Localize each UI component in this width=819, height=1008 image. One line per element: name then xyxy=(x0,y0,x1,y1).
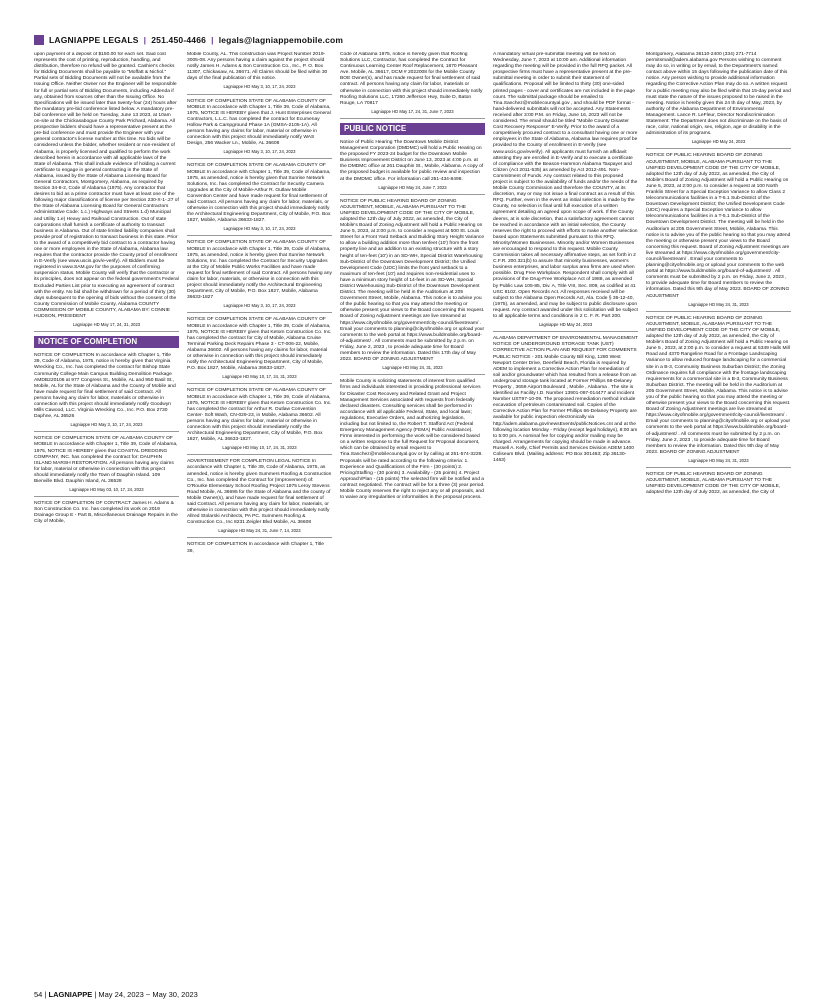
notice-byline: Lagniappe HD May 3, 10, 17, 24, 2023 xyxy=(187,149,332,159)
notice-byline: Lagniappe HD May 3, 10, 17, 24, 2023 xyxy=(187,226,332,236)
notice-byline: Lagniappe HD May 24, June 7, 2023 xyxy=(340,185,485,195)
column-1 xyxy=(34,52,179,982)
section-title: LAGNIAPPE LEGALS xyxy=(49,35,139,45)
section-banner: PUBLIC NOTICE xyxy=(340,123,485,135)
legal-notice xyxy=(34,353,179,432)
notice-byline: Lagniappe HD May 3, 10, 17, 24, 2023 xyxy=(187,303,332,313)
notice-body: NOTICE OF COMPLETION STATE OF ALABAMA COUNTY OF MOBILE In accordance with Chapter 1, Title 39, Code of Alabama, 1975, NOTICE IS HEREBY given that J. Hunt Enterprises General Contractors, L.L.C. has completed the contract for Ecumenay Hollow Park & Campground Phase 1A (GMSA-2105-1A). All persons having any claims for labor, material or otherwise in connection with this project should immediately notify WAS Design, 256 Wacker Ln., Mobile, AL 36608 xyxy=(187,98,331,147)
header-divider: | xyxy=(143,35,147,45)
notice-body: NOTICE OF COMPLETION STATE OF ALABAMA COUNTY OF MOBILE In accordance with Chapter 1, Title 39, Code of Alabama, 1975, as amended, notice is hereby given that Sunrise Network Solutions, Inc. has completed the Contract for Security Upgrades at the City of Mobile Public Works Facilities and have made request for final settlement of said Contract. All persons having any claim for labor, materials, or otherwise in connection with this project should immediately notify the Architectural Engineering Department, City of Mobile, P.O. Box 1827, Mobile, Alabama 36633-1827 xyxy=(187,240,332,301)
footer-dates: May 24, 2023 ~ May 30, 2023 xyxy=(98,990,198,999)
column-2 xyxy=(187,52,332,982)
notice-byline: Lagniappe HD May 24, 31, 2023 xyxy=(646,458,791,468)
legal-notice xyxy=(187,52,332,95)
notice-body: NOTICE OF COMPLETION STATE OF ALABAMA COUNTY OF MOBILE In accordance with Chapter 1, Title 39, Code of Alabama, 1975, NOTICE IS HEREBY given that Ketom Construction Co. Inc. has completed the contract for Arthur R. Outlaw Convention Center- Soft Wash, CN-029-23, in Mobile, Alabama 36602. All persons having any claims for labor, material or otherwise in connection with this project should immediately notify the Architectural Engineering Department, City of Mobile, P.O. Box 1827, Mobile, AL 36633-1827. xyxy=(187,388,332,443)
legal-notice xyxy=(340,379,485,501)
legal-notice xyxy=(187,240,332,313)
notice-body: NOTICE OF COMPLETION In accordance with Chapter 1, Title 39, xyxy=(187,542,324,554)
legal-notice xyxy=(646,153,791,311)
footer-brand: LAGNIAPPE xyxy=(48,990,93,999)
notice-body: Mobile County, AL. This construction was Project Number 2019-3005-08. Any persons having a claim against the project should notify James H. Adams & Son Construction Co., Inc., P. O. Box 11307, Chickasaw, AL 36671. All Claims should be filed within 30 days of the final publication of this notice. xyxy=(187,52,328,82)
legal-notice xyxy=(187,317,332,384)
legal-notice xyxy=(187,459,332,538)
legal-notice xyxy=(340,52,485,119)
notice-byline: Lagniappe HD May 24, 31, June 7, 14, 2023 xyxy=(187,528,332,538)
notice-byline: Lagniappe HD May 17, 24, 31, 2023 xyxy=(34,322,179,332)
column-3 xyxy=(340,52,485,982)
legal-notice xyxy=(646,472,791,496)
section-banner: NOTICE OF COMPLETION xyxy=(34,336,179,348)
legal-notice xyxy=(34,436,179,497)
column-5 xyxy=(646,52,791,982)
notice-byline: Lagniappe HD May 3, 10, 17, 24, 2023 xyxy=(187,84,332,94)
notice-body: NOTICE OF COMPLETION In accordance with Chapter 1, Title 39, Code of Alabama, 1975, notice is hereby given that Virginia Wrecking Co., Inc. has completed the contract for Bishop State Community College Main Campus Building Demolition Package AMDB220106 at 977 Congress St., Mobile, AL and 950 Basil St., Mobile, AL for the State of Alabama and the County of Mobile and have made request for final settlement of said Contract. All persons having any claim for labor, materials or otherwise in connection with this project should immediately notify Goodwyn Mills Cawood, LLC. Virginia Wrecking Co., Inc. P.O. Box 2730 Daphne, AL 36526 xyxy=(34,353,176,420)
legal-notice xyxy=(187,163,332,236)
notice-body: Code of Alabama 1975, notice is hereby given that Roofing Solutions LLC, Contractor, has completed the Contract for Continuous Learning Center Roof Replacement, 1870 Pleasant Ave. Mobile, AL 36617, DCM # 2022008 for the Mobile County BOE Owner(s), and has made request for final settlement of said contract. All persons having any claim for labor, materials or otherwise in connection with this project should immediately notify Roofing Solutions LLC, 17260 Jefferson Hwy, Suite D, Baton Rouge, LA 70817 xyxy=(340,52,483,106)
notice-body: NOTICE OF PUBLIC HEARING BOARD OF ZONING ADJUSTMENT, MOBILE, ALABAMA PURSUANT TO THE UNIFIED DEVELOPMENT CODE OF THE CITY OF MOBILE, adopted the 12th day of July 2022, as amended, the City of Mobile's Board of Zoning Adjustment will hold a Public Hearing on June 5, 2023, at 2:00 p.m. to consider a request at 100 North Franklin Street for a Special Exception Variance to allow Class 2 telecommunications facilities in a T-5.1 Sub-District of the Downtown Development District; the Unified Development Code (UDC) requires a Special Exception Variance to allow telecommunications facilities in a T-5.1 Sub-District of the Downtown Development District. The meeting will be held in the Auditorium at 205 Government Street, Mobile, Alabama. This notice is to advise you of the public hearing so that you may attend the meeting or otherwise present your views to the Board concerning this request. Board of Zoning Adjustment meetings are live streamed at https://www.cityofmobile.org/government/city-council/livestream/ . Email your comments to planning@cityofmobile.org or upload your comments to the web portal at https://www.buildmobile.org/board-of-adjustment/ . All comments must be submitted by 2 p.m. on Friday, June 2, 2023 , to provide adequate time for Board members to review the information. Dated this 9th day of May 2023. BOARD OF ZONING ADJUSTMENT xyxy=(646,153,791,299)
notice-byline: Lagniappe HD May 24, 31, 2023 xyxy=(646,302,791,312)
notice-body: Mobile County is soliciting statements of interest from qualified firms and individuals interested in providing professional services for Disaster Cost Recovery and Related Grant and Project Management Services associated with requests from federally declared disasters. Consulting services shall be performed in accordance with all applicable Federal, State, and local laws; regulations, Executive Orders, and authorizing legislation, including but not limited to, the Robert T. Stafford Act (Federal Emergency Management Agency (FEMA) Public Assistance). Firms interested in performing the work will be considered based on a written response to the full Request for Proposal document, which can be obtained by email request to Tina.Sanchez@mobilecountyal.gov or by calling at 251-574-3229. Proposals will be rated according to the following criteria: 1. Experience and Qualifications of the Firm - (30 points) 2. Pricing/Staffing - (30 points) 3. Availability - (25 points) 4. Project Approach/Plan - (15 points) The selected firm will be notified and a contract negotiated. The contract will be for a three (3) year period. Mobile County reserves the right to reject any or all proposals, and to waive any irregularities or informalities in the proposal process. xyxy=(340,379,485,501)
notice-body: ALABAMA DEPARTMENT OF ENVIRONMENTAL MANAGEMENT NOTICE OF UNDERGROUND STORAGE TANK (UST) CORRECTIVE ACTION PLAN AND REQUEST FOR COMMENTS PUBLIC NOTICE - 201 Mobile County Bill King, 1280 West Newport Center Drive, Deerfield Beach, Florida is required by ADEM to implement a Corrective Action Plan for remediation of soil and/or groundwater which has resulted from a release from an underground storage tank located at Former Phillips 66-Delaney Property , 3659 Airport Boulevard , Mobile , Alabama . The site is identified as Facility I.D. Number 13901-097-014477 and Incident Number UST97-10-09. The proposed remediation method include excavation of petroleum contaminated soil. Copies of the Corrective Action Plan for Former Phillips 66-Delaney Property are available for public inspection electronically via http://adem.alabama.gov/newsEvents/publicNotices.cnt and at the following location Monday - Friday (except legal holidays), 8:00 am to 5:00 pm. A nominal fee for copying and/or mailing may be charged. Arrangements for copying should be made in advance. Russell A. Kelly, Chief Permits and Services Division ADEM 1400 Coliseum Blvd. (Mailing address: PO Box 301463; Zip 36130-1463) xyxy=(493,336,638,464)
legal-notice xyxy=(187,99,332,160)
notice-byline: Lagniappe HD May 3, 10, 17, 24, 2023 xyxy=(34,422,179,432)
section-marker-icon xyxy=(34,35,44,45)
notice-body: ADVERTISEMENT FOR COMPLETION LEGAL NOTICE In accordance with Chapter 1, Title 39, Code of Alabama, 1975, as amended, notice is hereby given Summers Roofing & Construction Co., Inc. has completed the Contract for (Improvement) of: O'Rourke Elementary School Roofing Project 1975 Leroy Stevens Road Mobile, AL 36695 for the State of Alabama and the county of Mobile Owner(s), and have made request for final settlement of said Contract. All persons having any claim for labor, materials, or otherwise in connection with this project should immediately notify Allred Stolarski Architects, PA PC. Summers Roofing & Construction Co., Inc 8231 Zeigler Blvd Mobile, AL 36608 xyxy=(187,459,332,526)
legal-notice xyxy=(340,199,485,376)
notice-byline: Lagniappe HD May 17, 24, 31, June 7, 2023 xyxy=(340,109,485,119)
footer-divider: | xyxy=(94,990,99,999)
header-phone: 251.450-4466 xyxy=(151,35,207,45)
legal-columns xyxy=(34,52,794,982)
notice-byline: Lagniappe HD May 10, 17, 24, 31, 2023 xyxy=(187,374,332,384)
notice-body: NOTICE OF COMPLETION STATE OF ALABAMA COUNTY OF MOBILE In accordance with Chapter 1, Title 39, Code of Alabama, 1975, NOTICE IS HEREBY given that COASTAL DREDGING COMPANY, INC. has completed the contract for: DAUPHIN ISLAND MARSH RESTORATION. All persons having any claims for labor, material or otherwise in connection with this project should immediately notify the Town of Dauphin Island. 109 Bienville Blvd. Dauphin Island, AL 36528 xyxy=(34,436,178,484)
legal-notice xyxy=(187,388,332,455)
notice-body: NOTICE OF PUBLIC HEARING BOARD OF ZONING ADJUSTMENT, MOBILE, ALABAMA PURSUANT TO THE UNIFIED DEVELOPMENT CODE OF THE CITY OF MOBILE, adopted the 12th day of July 2022, as amended, the City of xyxy=(646,472,781,496)
notice-byline: Lagniappe HD May 03, 10, 17, 24, 2023 xyxy=(34,487,179,497)
legal-notice xyxy=(493,52,638,332)
notice-body: Montgomery, Alabama 36110-2400 (334) 271-7714 permitsmail@adem.alabama.gov Persons wishing to comment may do so, in writing or by email, to the Department's named contact above within 15 days following the publication date of this notice. Any person wishing to provide additional information regarding the Corrective Action Plan may do so. A written request for a public meeting may also be filed within that 15-day period and must state the nature of the issues proposed to be raised in the meeting. Notice is hereby given this 24 th day of May, 2023, by authority of the Alabama Department of Environmental Management. Lance R. LeFleur, Director Nondiscrimination Statement: The Department does not discriminate on the basis of race, color, national origin, sex, religion, age or disability in the administration of its programs. xyxy=(646,52,791,137)
header-email[interactable]: legals@lagniappemobile.com xyxy=(218,35,344,45)
notice-body: NOTICE OF COMPLETION STATE OF ALABAMA COUNTY OF MOBILE In accordance with Chapter 1, Title 39, Code of Alabama, 1975, NOTICE IS HEREBY given that Ketom Construction Co. Inc. has completed the contract for City of Mobile, Alabama Cruise Terminal Parking Deck Repairs Phase 3 - CT-006-22, Mobile, Alabama 36602. All persons having any claims for labor, material or otherwise in connection with this project should immediately notify the Architectural Engineering Department, City of Mobile, P.O. Box 1827, Mobile, Alabama 36633-1827. xyxy=(187,317,332,372)
notice-body: NOTICE OF COMPLETION OF CONTRACT James H. Adams & Son Construction Co. Inc. has completed its work on 2019 Drainage Group E - Part B, Miscellaneous Drainage Repairs in the City of Mobile, xyxy=(34,501,178,525)
notice-body: NOTICE OF PUBLIC HEARING BOARD OF ZONING ADJUSTMENT, MOBILE, ALABAMA PURSUANT TO THE UNIFIED DEVELOPMENT CODE OF THE CITY OF MOBILE, adopted the 12th day of July 2022, as amended, the City of Mobile's Board of Zoning Adjustment will hold a Public Hearing on June 5, 2023, at 2:00 p.m. to consider a request at 500 St. Louis Street for a Front Yard Setback and Building Story Height Variance to allow a building addition more than tenfeet (10') from the front property line and an addition to an existing structure with a story height of ten-feet (10') in an SD-WH, Special District Warehousing Sub-District of the Downtown Development District; the Unified Development Code (UDC) limits the front yard setback to a maximum of ten-feet (10') and requires non-residential uses to have a minimum story height of 14-feet in an SD-WH, Special District Warehousing Sub-District of the Downtown Development District. The meeting will be held in the Auditorium at 205 Government Street, Mobile, Alabama. This notice is to advise you of the public hearing so that you may attend the meeting or otherwise present your views to the Board concerning this request. Board of Zoning Adjustment meetings are live streamed at https://www.cityofmobile.org/government/city-council/livestream/ . Email your comments to planning@cityofmobile.org or upload your comments to the web portal at https://www.buildmobile.org/board-of-adjustment/ . All comments must be submitted by 2 p.m. on Friday, June 2, 2023 , to provide adequate time for Board members to review the information. Dated this 17th day of May 2023. BOARD OF ZONING ADJUSTMENT xyxy=(340,198,485,363)
legal-notice xyxy=(493,336,638,464)
notice-byline: Lagniappe HD May 24, 2023 xyxy=(646,139,791,149)
notice-body: NOTICE OF PUBLIC HEARING BOARD OF ZONING ADJUSTMENT, MOBILE, ALABAMA PURSUANT TO THE UNIFIED DEVELOPMENT CODE OF THE CITY OF MOBILE, adopted the 12th day of July 2022, as amended, the City of Mobile's Board of Zoning Adjustment will hold a Public Hearing on June 5 , 2023, at 2:00 p.m. to consider a request at 5349 Halls Mill Road and 4370 Rangeline Road for a Frontage Landscaping Variance to allow reduced frontage landscaping for a commercial site in a B-3, Community Business Suburban District; the Zoning Ordinance requires full compliance with the frontage landscaping requirements for a commercial site in a B-3, Community Business Suburban District. The meeting will be held in the Auditorium at 205 Government Street, Mobile, Alabama. This notice is to advise you of the public hearing so that you may attend the meeting or otherwise present your views to the Board concerning this request. Board of Zoning Adjustment meetings are live streamed at https://www.cityofmobile.org/government/city-council/livestream/ . Email your comments to planning@cityofmobile.org or upload your comments to the web portal at https://www.buildmobile.org/board-of-adjustment/ . All comments must be submitted by 2 p.m. on Friday, June 2, 2023 , to provide adequate time for Board members to review the information. Dated this 9th day of May 2023. BOARD OF ZONING ADJUSTMENT xyxy=(646,315,791,455)
legal-notice xyxy=(646,316,791,468)
page-header xyxy=(34,33,794,47)
legal-notice xyxy=(646,52,791,149)
notice-byline: Lagniappe HD May 24, 2023 xyxy=(493,322,638,332)
legal-notice xyxy=(34,52,179,332)
notice-body: upon payment of a deposit of $150.00 for each set. Said cost represents the cost of printing, reproduction, handling, and distribution, therefore no refund will be granted. Cashier's checks for Bidding Documents shall be payable to "Moffatt & Nichol." Partial sets of Bidding Documents will not be available from the Issuing Office. Neither Owner nor the Engineer will be responsible for full or partial sets of Bidding Documents, including Addenda if any, obtained from sources other than the Issuing Office. No Specifications will be issued later than twenty-four (24) hours after the mandatory pre-bid conference listed below. A mandatory pre-bid conference will be held on Tuesday, June 13 2023, at 10am on-site at the Chickasabogue County Park Prichard, Alabama. All prospective bidders should have a representative present at the pre-bid conference and must provide the Engineer with your general contractor's license number at this time. No bids will be considered unless the bidder, whether resident or non-resident of Alabama, is properly licensed and qualified to perform the work described herein in accordance with all applicable laws of the State of Alabama. This shall include evidence of holding a current certificate to engage in general contracting in the State of Alabama, issued by the State of Alabama Licensing Board for General Contractors, Montgomery, Alabama, as required by Section 34-8-2, Code of Alabama (1975). Any contractor that desires to bid as a prime contractor must have at least one of the following major classifications of license per Section 230-X-1-.27 of the State of Alabama Licensing Board for General Contractors Administrative Code: 1.c.) Highways and Streets 1.d) Municipal and Utility 1.e) Heavy and Railroad Construction. Out of state corporations shall furnish a certificate of authority to transact business in Alabama. Out of state limited liability companies shall provide proof of registration to transact business in this state. Prior to the award of a competitively bid contract to a contractor having one or more employees in the State of Alabama, Alabama law requires that the contractor provide the County proof of enrollment in E-Verify (see www.uscis.gov/e-verify). All Bidders must be registered in www.SAM.gov for the purposes of confirming suspension status. Mobile County will verify that the contractor or its principles, does not appear on the federal government's Federal Excluded Parties List prior to executing an agreement of contract with the entity. No bid shall be withdrawn for a period of thirty (30) days subsequent to the opening of bids without the consent of the County Commission of Mobile County, Alabama COUNTY COMMISSION OF MOBILE COUNTY, ALABAMA BY: CONNIE HUDSON, PRESIDENT xyxy=(34,52,179,320)
notice-body: NOTICE OF COMPLETION STATE OF ALABAMA COUNTY OF MOBILE In accordance with Chapter 1, Title 39, Code of Alabama, 1975, as amended, notice is hereby given that Sunrise Network Solutions, Inc. has completed the Contract for Security Camera Upgrades at the City of Mobile-Arthur R. Outlaw Mobile Convention Center and have made request for final settlement of said Contract. All persons having any claim for labor, materials, or otherwise in connection with this project should immediately notify the Architectural Engineering Department, City of Mobile, P.O. Box 1827, Mobile, Alabama 36633-1827. xyxy=(187,163,331,224)
legal-notice xyxy=(340,140,485,195)
footer-divider: | xyxy=(44,990,49,999)
column-4 xyxy=(493,52,638,982)
notice-byline: Lagniappe HD May 10, 17, 24, 31, 2023 xyxy=(187,445,332,455)
page-number: 54 xyxy=(34,990,43,999)
notice-body: Notice of Public Hearing The Downtown Mobile District Management Corporation (DMDMC) will hold a Public Hearing on the proposed FY 2023-24 budget for the Downtown Mobile Business Improvement District on June 13, 2023 at 4:00 p.m. at the DMDMC office at 261 Dauphin St., Mobile, Alabama. A copy of the proposed budget is available for public review and inspection at the DMDMC office. For information call 251-434-8498. xyxy=(340,139,484,182)
header-divider: | xyxy=(211,35,214,45)
notice-byline: Lagniappe HD May 24, 31, 2023 xyxy=(340,365,485,375)
legal-notice xyxy=(187,542,332,554)
legal-notice xyxy=(34,501,179,525)
page-footer xyxy=(34,990,198,999)
notice-body: A mandatory virtual pre-submittal meeting will be held on Wednesday, June 7, 2023 at 10:00 am. Additional information regarding the meeting will be provided in the full RFQ packet. All prospective firms must have a representative present at the pre-submittal meeting in order to submit their statement of qualifications. Proposal will be limited to thirty (30) one-sided printed pages - cover and certificates are not included in the page count. The submittal package should be emailed to Tina.Sanchez@mobilecountyal.gov , and should be PDF format - hand-delivered submittals will not be accepted. Any Statements received after 3:00 P.M. on Friday, June 16, 2023 will not be considered. The email should be titled "Mobile County Disaster Cost Recovery Response" E-Verify. Prior to the award of a competitively procured contract to a consultant having one or more employees in the State of Alabama, Alabama law requires proof be provided to the County of enrollment in E-Verify (see www.uscis.gov/everify). All applicants must furnish an affidavit attesting they are enrolled in E-Verify and to execute a certificate of compliance with the Beason-Hammon Alabama Taxpayer and Citizen (Act 2011-535) as amended by Act 2012-491. Non-Commitment of Funds. Any contract related to this proposed project is subject to the availability of funds and/or the needs of the Mobile County Commission and therefore the COUNTY, at its discretion, may or may not issue a final contract as a result of this RFQ. Further, even in the event an initial selection is made by the County, no selection is final until full execution of a written agreement detailing an agreed upon scope of work. If the County deems, at is sole discretion, that a satisfactory agreement cannot be reached in accordance with an initial selection, the County reserves the right to proceed with efforts to make another selection based upon Statements submitted pursuant to this RFQ. Minority/Women Businesses. Minority and/or Women Businesses are encouraged to respond to this request. Mobile County Commission takes all necessary affirmative steps, as set forth in 2 C.F.R. 200.321(b) to assure that minority businesses, women's business enterprises, and labor surplus area firms are used when possible. Drug Free Workplace. Respondent shall comply with all provisions of the Drug-Free Workplace Act of 1988, as amended by Public Law 105-85, Div. A, Title VIII, Sec. 809, as codified at 41 USC 8102. Open Records Act. All responses received will be subject to the Alabama Open Records Act, Ala. Code § 36-12-40, (1975), as amended, and may be subject to public disclosure upon request. Any contract awarded under this solicitation will be subject to all applicable terms and conditions in 2 C. F. R. Part 200. xyxy=(493,52,638,320)
